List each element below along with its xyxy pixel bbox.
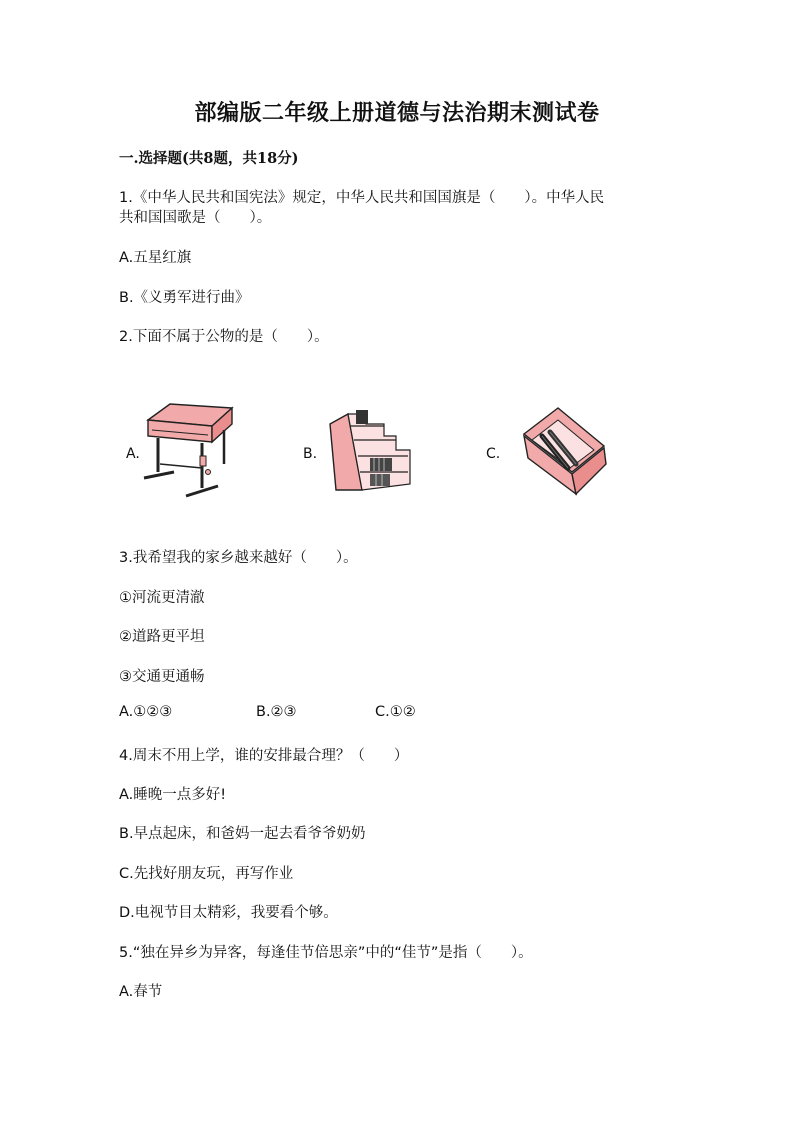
- question-3-item-1: ①河流更清澈: [119, 590, 205, 606]
- question-2-text: 2.下面不属于公物的是（ ）。: [119, 329, 329, 345]
- question-1-option-a: A.五星红旗: [119, 250, 192, 266]
- question-5-text: 5.“独在异乡为异客，每逢佳节倍思亲”中的“佳节”是指（ ）。: [119, 945, 533, 961]
- question-2-label-a: A.: [126, 446, 140, 462]
- question-1-line-2: 共和国国歌是（ ）。: [119, 210, 272, 226]
- section-heading: 一.选择题(共8题，共18分): [119, 150, 299, 167]
- question-5-option-a: A.春节: [119, 984, 163, 1000]
- question-4-option-d: D.电视节目太精彩，我要看个够。: [119, 905, 338, 921]
- question-4-option-b: B.早点起床，和爸妈一起去看爷爷奶奶: [119, 826, 366, 842]
- question-3-item-3: ③交通更通畅: [119, 669, 205, 685]
- question-3-option-c: C.①②: [375, 704, 416, 720]
- question-4-option-a: A.睡晚一点多好!: [119, 787, 227, 803]
- question-1-option-b: B.《义勇军进行曲》: [119, 290, 250, 306]
- question-4-text: 4.周末不用上学，谁的安排最合理？（ ）: [119, 748, 409, 764]
- desk-image: [140, 402, 236, 504]
- question-3-item-2: ②道路更平坦: [119, 629, 205, 645]
- page-title: 部编版二年级上册道德与法治期末测试卷: [194, 100, 600, 126]
- question-2-label-b: B.: [303, 446, 318, 462]
- question-3-text: 3.我希望我的家乡越来越好（ ）。: [119, 550, 358, 566]
- question-3-option-b: B.②③: [256, 704, 297, 720]
- question-4-option-c: C.先找好朋友玩，再写作业: [119, 866, 294, 882]
- shelf-image: [326, 406, 414, 492]
- question-1-line-1: 1.《中华人民共和国宪法》规定，中华人民共和国国旗是（ ）。中华人民: [119, 190, 605, 206]
- question-2-label-c: C.: [486, 446, 501, 462]
- question-3-option-a: A.①②③: [119, 704, 173, 720]
- pencil-case-image: [518, 406, 608, 498]
